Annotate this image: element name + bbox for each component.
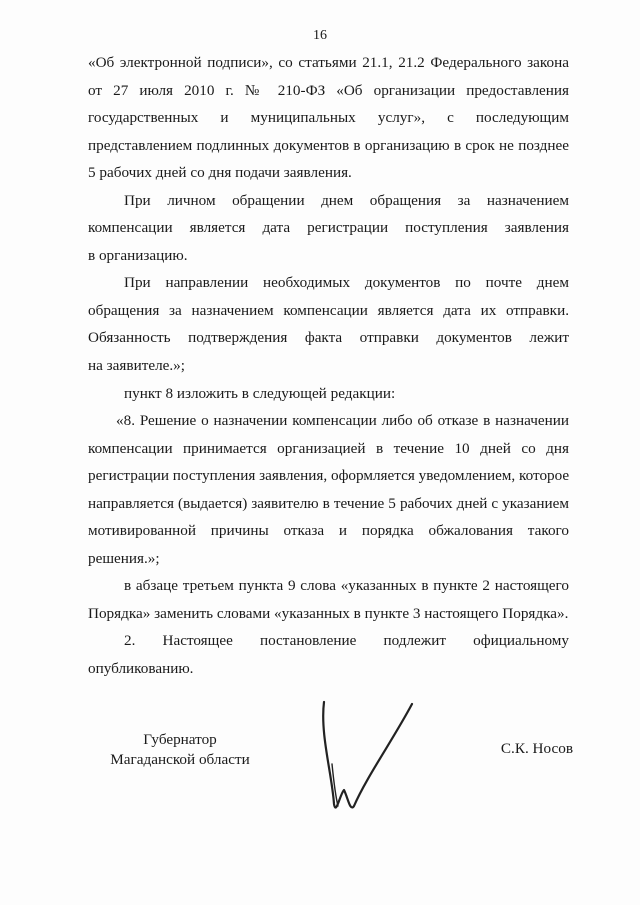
text-line: регистрации поступления заявления, оформляется уведомлением, которое bbox=[88, 467, 570, 485]
text-line: При направлении необходимых документов по почте днем bbox=[124, 274, 569, 292]
paragraph bbox=[88, 572, 569, 627]
text-line: опубликованию. bbox=[88, 660, 194, 678]
text-line: представлением подлинных документов в организацию в срок не позднее bbox=[88, 136, 569, 154]
text-line: направляется (выдается) заявителю в течение 5 рабочих дней с указанием bbox=[88, 494, 569, 512]
position-region: Магаданской области bbox=[110, 751, 250, 768]
paragraph bbox=[88, 269, 569, 379]
paragraph bbox=[88, 49, 569, 187]
position-title: Губернатор bbox=[143, 731, 217, 748]
text-line: от 27 июля 2010 г. № 210-ФЗ «Об организации предоставления bbox=[88, 81, 569, 99]
text-line: Обязанность подтверждения факта отправки документов лежит bbox=[88, 329, 569, 347]
signature-block bbox=[0, 724, 640, 844]
page-number: 16 bbox=[313, 28, 327, 43]
paragraph bbox=[88, 627, 569, 682]
signatory-position bbox=[100, 730, 260, 770]
text-line: компенсации принимается организацией в течение 10 дней со дня bbox=[88, 439, 569, 457]
paragraph bbox=[88, 380, 569, 408]
text-line: на заявителе.»; bbox=[88, 357, 185, 375]
handwritten-signature bbox=[310, 694, 430, 824]
paragraph bbox=[88, 407, 569, 572]
text-line: При личном обращении днем обращения за назначением bbox=[124, 191, 569, 209]
text-line: обращения за назначением компенсации является дата их отправки. bbox=[88, 301, 569, 319]
text-line: пункт 8 изложить в следующей редакции: bbox=[124, 384, 396, 402]
text-line: мотивированной причины отказа и порядка обжалования такого bbox=[88, 522, 569, 540]
text-line: компенсации является дата регистрации поступления заявления bbox=[88, 219, 569, 237]
text-line: 2. Настоящее постановление подлежит официальному bbox=[124, 632, 569, 650]
text-line: 5 рабочих дней со дня подачи заявления. bbox=[88, 164, 352, 182]
text-line: в организацию. bbox=[88, 246, 188, 264]
text-line: решения.»; bbox=[88, 549, 160, 567]
document-body bbox=[88, 49, 569, 683]
signatory-name: С.К. Носов bbox=[500, 740, 573, 757]
text-line: в абзаце третьем пункта 9 слова «указанных в пункте 2 настоящего bbox=[124, 577, 569, 595]
text-line: Порядка» заменить словами «указанных в пункте 3 настоящего Порядка». bbox=[88, 604, 569, 622]
text-line: государственных и муниципальных услуг», с последующим bbox=[88, 109, 569, 127]
text-line: «8. Решение о назначении компенсации либо об отказе в назначении bbox=[116, 412, 569, 430]
text-line: «Об электронной подписи», со статьями 21.1, 21.2 Федерального закона bbox=[88, 54, 569, 71]
paragraph bbox=[88, 187, 569, 270]
